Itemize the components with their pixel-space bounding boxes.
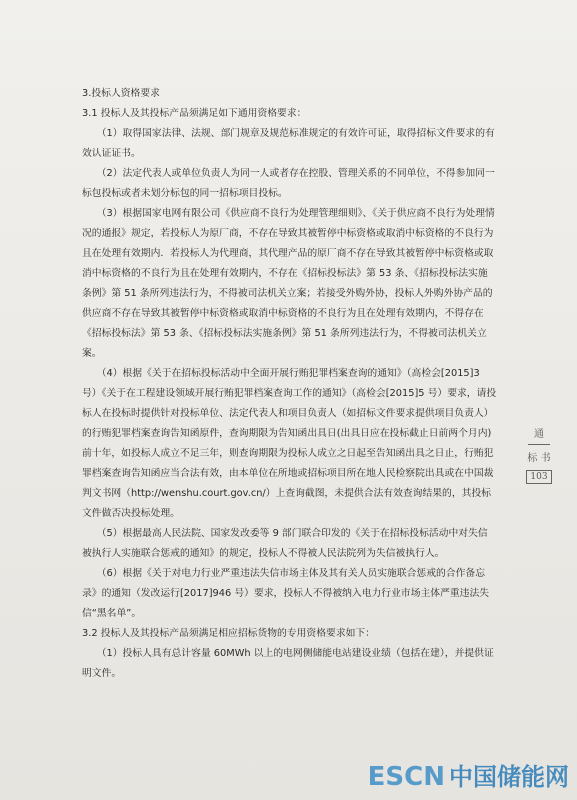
subsection-3-2: 3.2 投标人及其投标产品须满足相应招标货物的专用资格要求如下： [82,628,376,639]
requirement-item-4: （4）根据《关于在招标投标活动中全面开展行贿犯罪档案查询的通知》（高检会[2015]3 号）《关于在工程建设领域开展行贿犯罪档案查询工作的通知》（高检会[2015]5 号）要求，请投标人在投标时提供针对投标单位、法定代表人和项目负责人（如招标文件要求提供项目负责人）的行贿犯罪档案查询告知函原件，查询期限为告知函出具日(出具日应在投标截止日前两个月内)前十年，如投标人成立不足三年，则查询期限为投标人成立之日起至告知函出具之日止，行贿犯罪档案查询告知函应当合法有效，由本单位在所地或招标项目所在地人民检察院出具或在中国裁判文书网（http://wenshu.court.gov.cn/）上查询截图，未提供合法有效查询结果的，其投标文件做否决投标处理。 [82,368,497,519]
side-stamp [526,425,552,484]
section-heading: 3.投标人资格要求 [82,88,160,99]
document-body [82,84,497,684]
special-requirement-item-1: （1）投标人具有总计容量 60MWh 以上的电网侧储能电站建设业绩（包括在建），并提供证明文件。 [82,648,494,679]
side-stamp-top: 通 [534,429,544,440]
requirement-item-6: （6）根据《关于对电力行业严重违法失信市场主体及其有关人员实施联合惩戒的合作备忘录》的通知（发改运行[2017]946 号）要求，投标人不得被纳入电力行业市场主体严重违法失信“黑名单”。 [82,568,490,619]
watermark-latin: ESCN [367,762,445,792]
requirement-item-2: （2）法定代表人或单位负责人为同一人或者存在控股、管理关系的不同单位，不得参加同一标包投标或者未划分标包的同一招标项目投标。 [82,168,495,199]
requirement-item-3: （3）根据国家电网有限公司《供应商不良行为处理管理细则》、《关于供应商不良行为处理情况的通报》规定，若投标人为原厂商，不存在导致其被暂停中标资格或取消中标资格的不良行为且在处理有效期内．若投标人为代理商，其代理产品的原厂商不存在导致其被暂停中标资格或取消中标资格的不良行为且在处理有效期内，不存在《招标投标法》第 53 条、《招标投标法实施条例》第 51 条所列违法行为，不得被司法机关立案；若接受外购外协，投标人外购外协产品的供应商不存在导致其被暂停中标资格或取消中标资格的不良行为且在处理有效期内，不得存在《招标投标法》第 53 条、《招标投标法实施条例》第 51 条所列违法行为，不得被司法机关立案。 [82,208,495,359]
escn-watermark [368,762,569,792]
side-stamp-page-number: 103 [526,470,552,484]
watermark-cn: 中国储能网 [449,763,569,791]
side-stamp-middle: 标 书 [527,453,551,464]
requirement-item-1: （1）取得国家法律、法规、部门规章及规范标准规定的有效许可证，取得招标文件要求的有效认证证书。 [82,128,495,159]
side-stamp-divider [528,444,550,445]
subsection-3-1: 3.1 投标人及其投标产品须满足如下通用资格要求： [82,108,307,119]
requirement-item-5: （5）根据最高人民法院、国家发改委等 9 部门联合印发的《关于在招标投标活动中对失信被执行人实施联合惩戒的通知》的规定，投标人不得被人民法院列为失信被执行人。 [82,528,488,559]
